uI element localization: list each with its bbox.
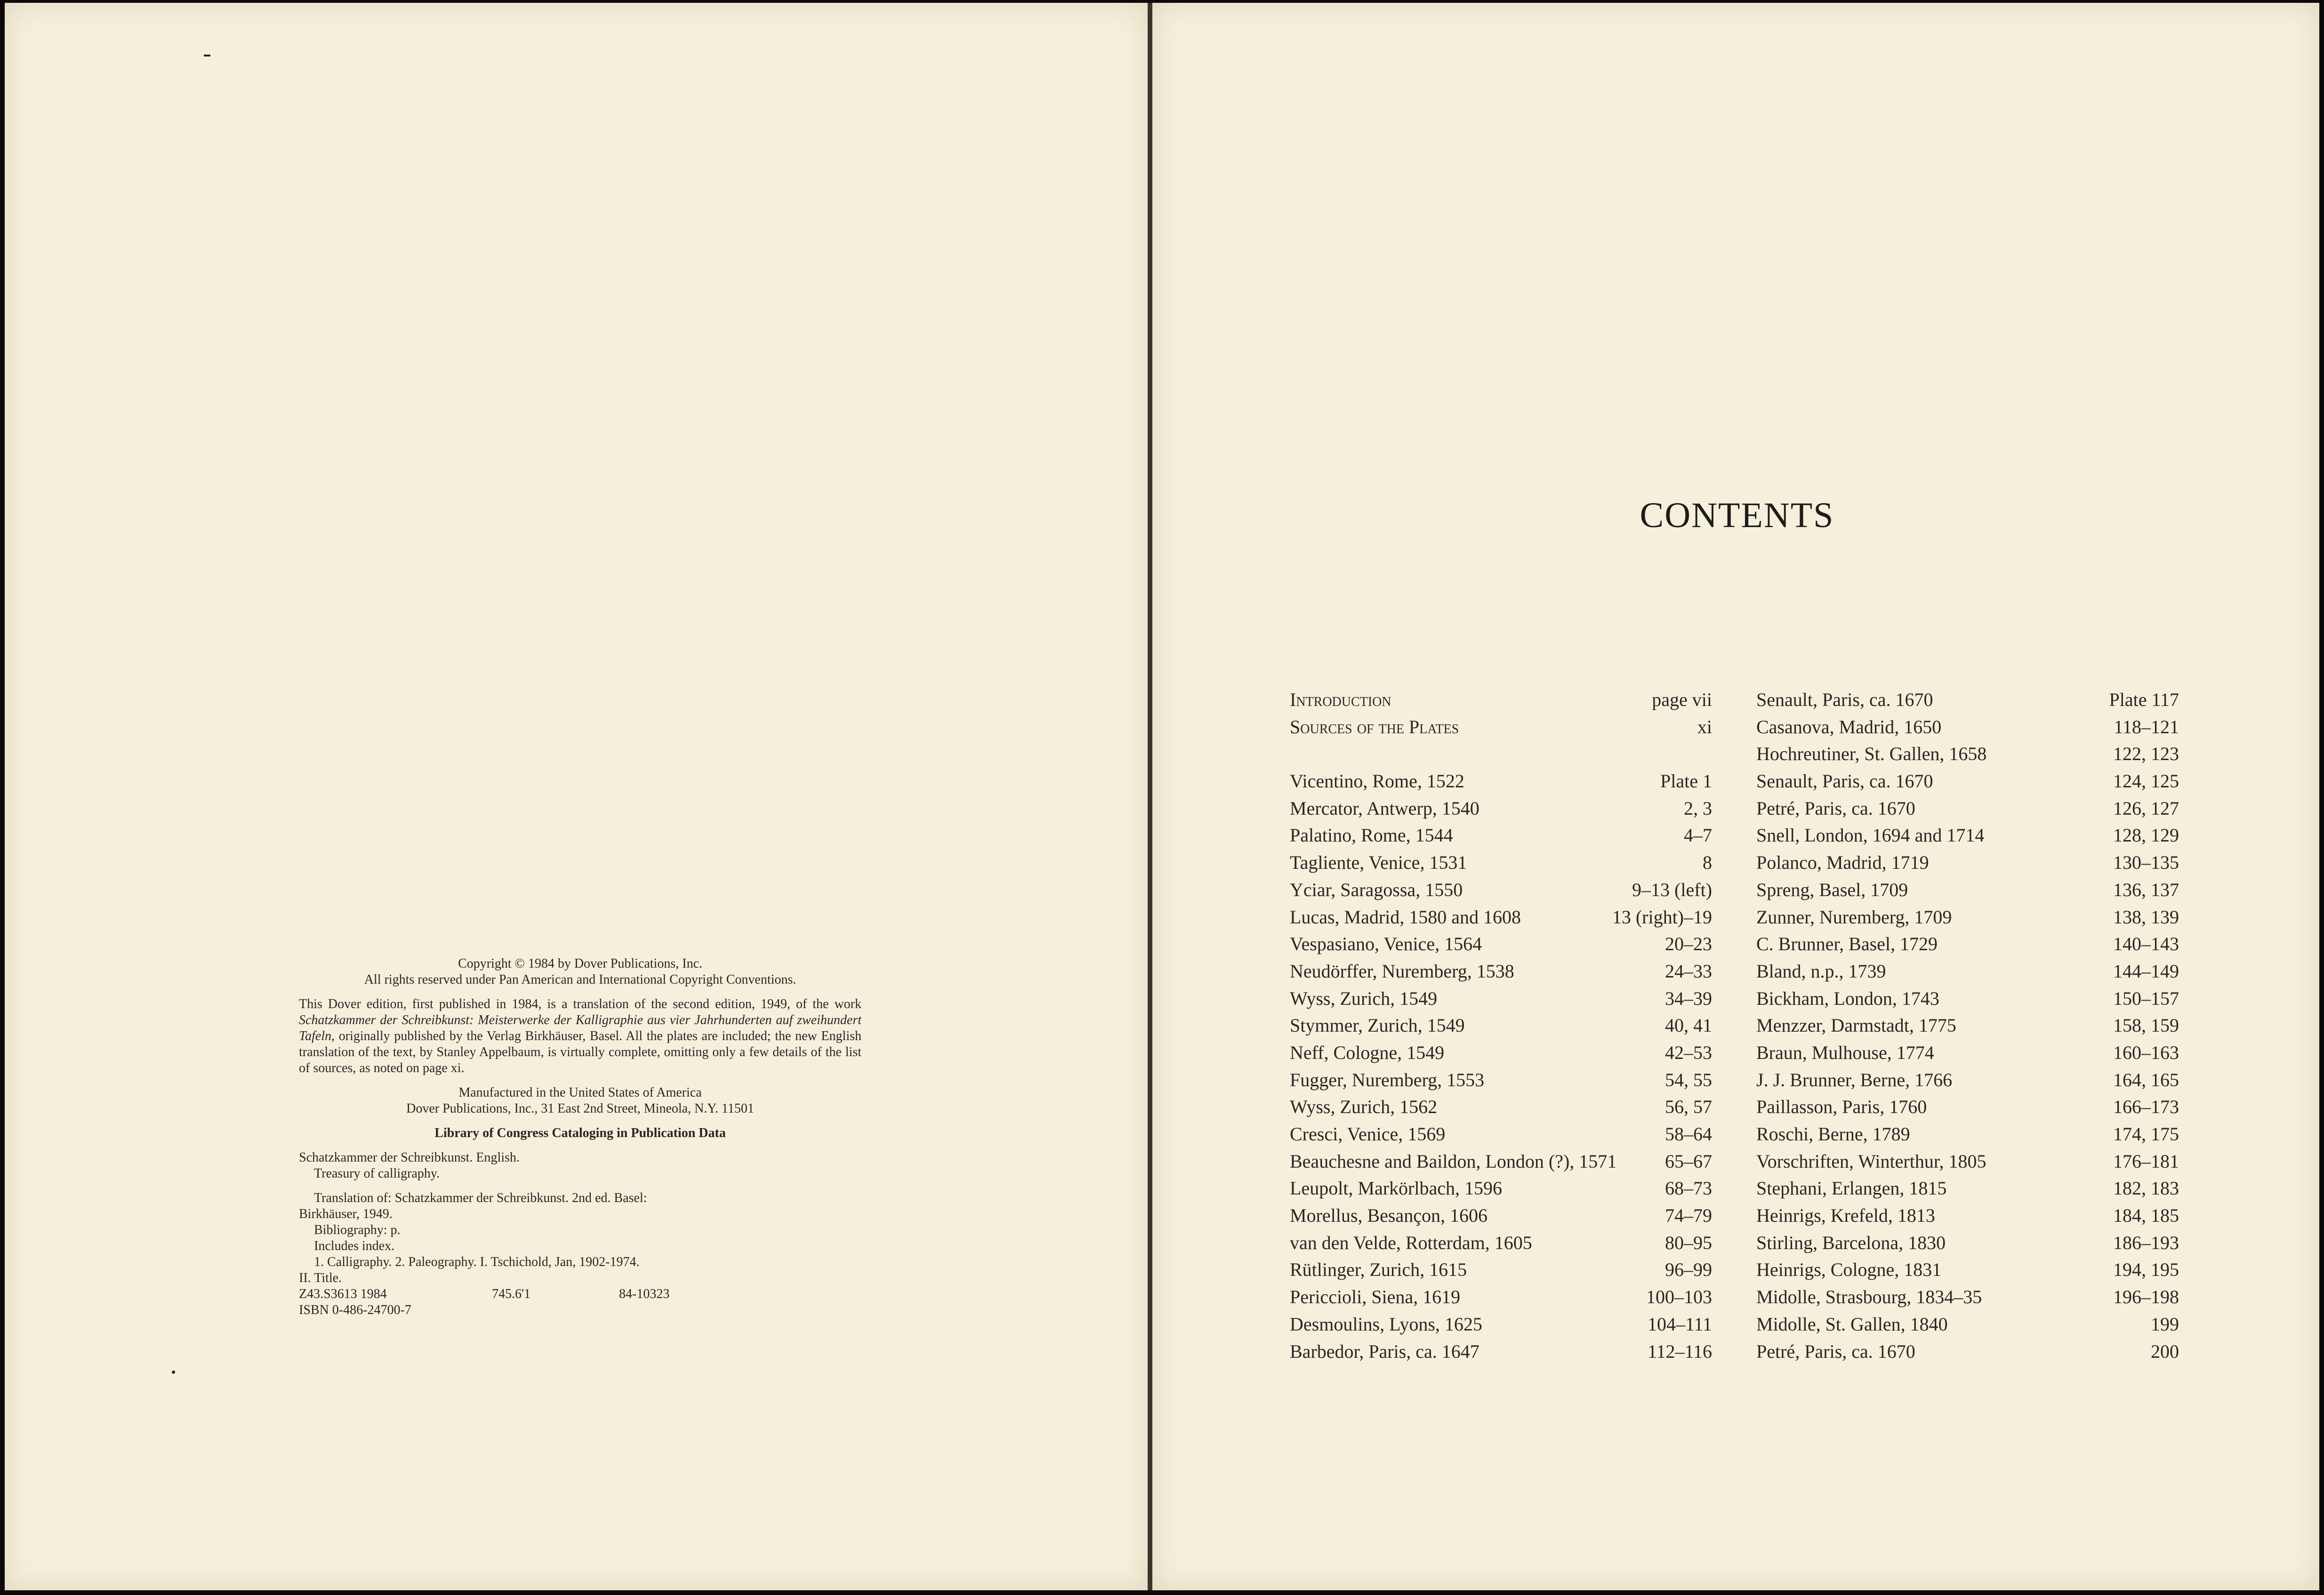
entry-page: 56, 57 xyxy=(1665,1096,1712,1118)
call-number: Z43.S3613 1984 xyxy=(299,1287,387,1301)
contents-entry xyxy=(1756,1121,2179,1148)
lc-line: Bibliography: p. xyxy=(314,1223,401,1237)
entry-page: 182, 183 xyxy=(2113,1178,2179,1199)
contents-entry xyxy=(1756,930,2179,958)
entry-page: 58–64 xyxy=(1665,1123,1712,1145)
entry-page: 124, 125 xyxy=(2113,770,2179,792)
entry-page: 136, 137 xyxy=(2113,879,2179,900)
entry-title: Midolle, Strasbourg, 1834–35 xyxy=(1756,1286,1982,1308)
entry-title: Bland, n.p., 1739 xyxy=(1756,960,1886,982)
book-spine xyxy=(1148,3,1152,1590)
contents-entry xyxy=(1756,1283,2179,1311)
contents-entry xyxy=(1756,822,2179,849)
contents-entry xyxy=(1290,1039,1712,1066)
contents-entry xyxy=(1756,1202,2179,1229)
entry-title: Sources of the Plates xyxy=(1290,716,1459,737)
contents-entry xyxy=(1290,822,1712,849)
entry-page: 158, 159 xyxy=(2113,1015,2179,1036)
entry-title: Midolle, St. Gallen, 1840 xyxy=(1756,1313,1948,1335)
entry-page: 104–111 xyxy=(1647,1313,1712,1335)
entry-title: Spreng, Basel, 1709 xyxy=(1756,879,1908,900)
contents-entry xyxy=(1290,1256,1712,1283)
entry-title: Roschi, Berne, 1789 xyxy=(1756,1123,1910,1145)
contents-entry xyxy=(1290,1121,1712,1148)
lc-line: Schatzkammer der Schreibkunst. English. xyxy=(299,1150,520,1165)
copyright-line: Copyright © 1984 by Dover Publications, Inc. xyxy=(458,956,702,971)
contents-entry xyxy=(1756,876,2179,904)
entry-page: page vii xyxy=(1652,689,1712,710)
edition-title: Schatzkammer der Schreibkunst: Meisterwerke der Kalligraphie aus vier Jahrhunderten auf zweihundert Tafeln xyxy=(299,1013,861,1043)
contents-entry xyxy=(1290,1012,1712,1039)
contents-entry xyxy=(1290,1283,1712,1311)
contents-entry xyxy=(1756,740,2179,768)
entry-title: Snell, London, 1694 and 1714 xyxy=(1756,825,1985,846)
contents-entry xyxy=(1756,686,2179,713)
entry-title: Cresci, Venice, 1569 xyxy=(1290,1123,1446,1145)
entry-title: Polanco, Madrid, 1719 xyxy=(1756,852,1929,874)
entry-title: Tagliente, Venice, 1531 xyxy=(1290,852,1467,874)
contents-entry xyxy=(1756,1338,2179,1365)
entry-page: 4–7 xyxy=(1684,825,1712,846)
contents-entry xyxy=(1290,1175,1712,1202)
contents-entry xyxy=(1756,985,2179,1012)
lc-heading: Library of Congress Cataloging in Publication Data xyxy=(434,1126,726,1140)
entry-title: Wyss, Zurich, 1562 xyxy=(1290,1096,1438,1118)
contents-entry xyxy=(1756,958,2179,985)
contents-entry xyxy=(1756,1175,2179,1202)
contents-entry xyxy=(1290,985,1712,1012)
entry-title: Rütlinger, Zurich, 1615 xyxy=(1290,1259,1467,1281)
contents-entry xyxy=(1290,768,1712,795)
entry-title: Vicentino, Rome, 1522 xyxy=(1290,770,1464,792)
contents-entry xyxy=(1290,904,1712,931)
entry-title: Neff, Cologne, 1549 xyxy=(1290,1042,1445,1063)
entry-page: 112–116 xyxy=(1647,1340,1712,1362)
entry-page: Plate 1 xyxy=(1660,770,1712,792)
entry-page: 8 xyxy=(1703,852,1712,874)
entry-page: 40, 41 xyxy=(1665,1015,1712,1036)
entry-page: 128, 129 xyxy=(2113,825,2179,846)
entry-page: 144–149 xyxy=(2113,960,2179,982)
entry-title: Vorschriften, Winterthur, 1805 xyxy=(1756,1150,1986,1172)
contents-entry xyxy=(1290,1229,1712,1257)
entry-page: 100–103 xyxy=(1646,1286,1712,1308)
entry-title: Heinrigs, Cologne, 1831 xyxy=(1756,1259,1942,1281)
edition-text: This Dover edition, first published in 1984, is a translation of the second edition, 1949, of the work xyxy=(299,997,861,1011)
contents-entry xyxy=(1756,795,2179,822)
entry-page: 199 xyxy=(2151,1313,2179,1335)
entry-title: Paillasson, Paris, 1760 xyxy=(1756,1096,1927,1118)
contents-entry xyxy=(1290,740,1712,768)
entry-page: 122, 123 xyxy=(2113,743,2179,765)
entry-title: C. Brunner, Basel, 1729 xyxy=(1756,933,1938,955)
contents-entry xyxy=(1290,930,1712,958)
contents-entry xyxy=(1756,768,2179,795)
entry-title: Morellus, Besançon, 1606 xyxy=(1290,1205,1488,1226)
lc-line: Treasury of calligraphy. xyxy=(314,1166,440,1181)
entry-title: Bickham, London, 1743 xyxy=(1756,987,1939,1009)
entry-title: Periccioli, Siena, 1619 xyxy=(1290,1286,1461,1308)
entry-title: Heinrigs, Krefeld, 1813 xyxy=(1756,1205,1935,1226)
entry-page: 166–173 xyxy=(2113,1096,2179,1118)
contents-entry xyxy=(1290,958,1712,985)
entry-title: Wyss, Zurich, 1549 xyxy=(1290,987,1438,1009)
entry-title: Yciar, Saragossa, 1550 xyxy=(1290,879,1463,900)
edition-text: , originally published by the Verlag Birkhäuser, Basel. All the plates are included; the new English translation of the text, by Stanley Appelbaum, is virtually complete, omitting only a few details of the list of sources, as noted on page xi. xyxy=(299,1029,861,1075)
entry-page: 140–143 xyxy=(2113,933,2179,955)
entry-page: 126, 127 xyxy=(2113,797,2179,819)
entry-title: Hochreutiner, St. Gallen, 1658 xyxy=(1756,743,1987,765)
entry-page: 176–181 xyxy=(2113,1150,2179,1172)
entry-page: 160–163 xyxy=(2113,1042,2179,1063)
contents-entry xyxy=(1756,1256,2179,1283)
entry-title: Fugger, Nuremberg, 1553 xyxy=(1290,1069,1485,1090)
entry-page: 80–95 xyxy=(1665,1232,1712,1253)
page-mark xyxy=(204,55,210,56)
entry-page: 9–13 (left) xyxy=(1632,879,1712,900)
entry-title: Leupolt, Markörlbach, 1596 xyxy=(1290,1178,1502,1199)
entry-page: 68–73 xyxy=(1665,1178,1712,1199)
edition-paragraph xyxy=(299,996,861,1076)
contents-entry xyxy=(1290,1148,1712,1175)
entry-page: 65–67 xyxy=(1665,1150,1712,1172)
lc-line: Birkhäuser, 1949. xyxy=(299,1207,393,1221)
entry-page: 96–99 xyxy=(1665,1259,1712,1281)
entry-title: J. J. Brunner, Berne, 1766 xyxy=(1756,1069,1953,1090)
entry-title: van den Velde, Rotterdam, 1605 xyxy=(1290,1232,1532,1253)
contents-entry xyxy=(1290,686,1712,713)
contents-entry xyxy=(1290,1093,1712,1121)
contents-entry xyxy=(1756,849,2179,876)
contents-entry xyxy=(1756,1311,2179,1338)
entry-title: Braun, Mulhouse, 1774 xyxy=(1756,1042,1934,1063)
entry-page: 200 xyxy=(2151,1340,2179,1362)
entry-page: 164, 165 xyxy=(2113,1069,2179,1090)
entry-page: 20–23 xyxy=(1665,933,1712,955)
contents-entry xyxy=(1290,876,1712,904)
entry-title: Petré, Paris, ca. 1670 xyxy=(1756,1340,1915,1362)
contents-entry xyxy=(1290,1066,1712,1094)
entry-title: Zunner, Nuremberg, 1709 xyxy=(1756,906,1952,928)
catalog-numbers xyxy=(299,1286,861,1302)
entry-page: 118–121 xyxy=(2114,716,2179,737)
lccn: 84-10323 xyxy=(619,1287,670,1301)
entry-page: 186–193 xyxy=(2113,1232,2179,1253)
contents-entry xyxy=(1290,849,1712,876)
entry-page: 184, 185 xyxy=(2113,1205,2179,1226)
entry-title: Vespasiano, Venice, 1564 xyxy=(1290,933,1482,955)
contents-entry xyxy=(1756,1039,2179,1066)
entry-page: 196–198 xyxy=(2113,1286,2179,1308)
contents-entry xyxy=(1756,713,2179,741)
contents-entry xyxy=(1756,904,2179,931)
entry-page: 24–33 xyxy=(1665,960,1712,982)
lc-line: Translation of: Schatzkammer der Schreibkunst. 2nd ed. Basel: xyxy=(314,1191,647,1205)
entry-page: 54, 55 xyxy=(1665,1069,1712,1090)
isbn: ISBN 0-486-24700-7 xyxy=(299,1303,411,1317)
entry-page: 130–135 xyxy=(2113,852,2179,874)
entry-title: Senault, Paris, ca. 1670 xyxy=(1756,770,1933,792)
entry-title: Lucas, Madrid, 1580 and 1608 xyxy=(1290,906,1521,928)
page-title: CONTENTS xyxy=(1640,496,1834,535)
dewey-number: 745.6'1 xyxy=(492,1287,531,1301)
entry-title: Senault, Paris, ca. 1670 xyxy=(1756,689,1933,710)
entry-page: xi xyxy=(1697,716,1712,737)
entry-title: Mercator, Antwerp, 1540 xyxy=(1290,797,1480,819)
entry-page: Plate 117 xyxy=(2109,689,2179,710)
contents-entry xyxy=(1756,1093,2179,1121)
entry-title: Menzzer, Darmstadt, 1775 xyxy=(1756,1015,1956,1036)
contents-entry xyxy=(1290,795,1712,822)
rights-line: All rights reserved under Pan American and International Copyright Conventions. xyxy=(364,972,796,987)
left-page xyxy=(5,3,1148,1590)
copyright-block xyxy=(299,956,861,1318)
entry-page: 13 (right)–19 xyxy=(1612,906,1712,928)
entry-page: 150–157 xyxy=(2113,987,2179,1009)
entry-title: Desmoulins, Lyons, 1625 xyxy=(1290,1313,1482,1335)
entry-page: 74–79 xyxy=(1665,1205,1712,1226)
contents-entry xyxy=(1756,1012,2179,1039)
contents-entry xyxy=(1756,1066,2179,1094)
entry-title: Palatino, Rome, 1544 xyxy=(1290,825,1453,846)
entry-title: Barbedor, Paris, ca. 1647 xyxy=(1290,1340,1480,1362)
contents-entry xyxy=(1756,1148,2179,1175)
entry-title: Casanova, Madrid, 1650 xyxy=(1756,716,1942,737)
manufactured-line: Manufactured in the United States of America xyxy=(458,1085,702,1100)
entry-title: Petré, Paris, ca. 1670 xyxy=(1756,797,1915,819)
contents-entry xyxy=(1756,1229,2179,1257)
entry-title: Neudörffer, Nuremberg, 1538 xyxy=(1290,960,1514,982)
lc-line: II. Title. xyxy=(299,1271,342,1285)
entry-title: Stirling, Barcelona, 1830 xyxy=(1756,1232,1946,1253)
entry-title: Introduction xyxy=(1290,689,1391,710)
entry-page: 2, 3 xyxy=(1684,797,1712,819)
entry-title: Beauchesne and Baildon, London (?), 1571 xyxy=(1290,1150,1617,1172)
entry-page: 34–39 xyxy=(1665,987,1712,1009)
entry-page: 194, 195 xyxy=(2113,1259,2179,1281)
contents-column-left xyxy=(1290,686,1712,1365)
lc-line: 1. Calligraphy. 2. Paleography. I. Tschichold, Jan, 1902-1974. xyxy=(314,1255,640,1269)
entry-page: 138, 139 xyxy=(2113,906,2179,928)
publisher-address: Dover Publications, Inc., 31 East 2nd Street, Mineola, N.Y. 11501 xyxy=(406,1101,754,1116)
contents-column-right xyxy=(1756,686,2179,1365)
contents-entry xyxy=(1290,713,1712,741)
entry-page: 174, 175 xyxy=(2113,1123,2179,1145)
contents-entry xyxy=(1290,1202,1712,1229)
contents-entry xyxy=(1290,1338,1712,1365)
lc-line: Includes index. xyxy=(314,1239,395,1253)
entry-title: Stymmer, Zurich, 1549 xyxy=(1290,1015,1465,1036)
entry-page: 42–53 xyxy=(1665,1042,1712,1063)
entry-title: Stephani, Erlangen, 1815 xyxy=(1756,1178,1947,1199)
page-mark xyxy=(172,1371,175,1374)
contents-entry xyxy=(1290,1311,1712,1338)
